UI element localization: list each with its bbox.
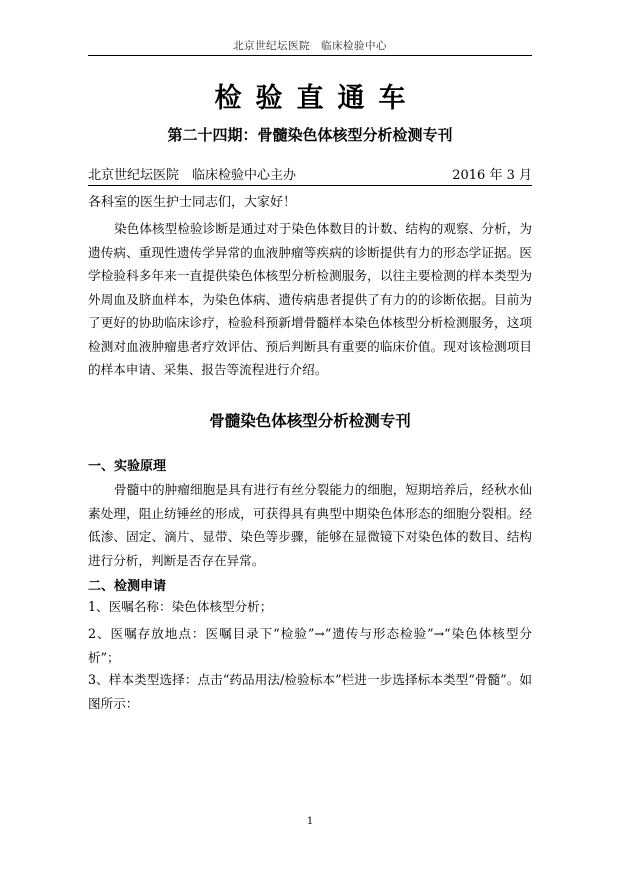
principle-heading: 一、实验原理 [88, 459, 167, 474]
issue-title: 第二十四期：骨髓染色体核型分析检测专刊 [167, 126, 453, 144]
request-heading: 二、检测申请 [88, 579, 167, 594]
page-number: 1 [306, 816, 314, 827]
request-item-order-name: 1、医嘱名称：染色体核型分析； [88, 599, 273, 614]
intro-paragraph: 染色体核型检验诊断是通过对于染色体数目的计数、结构的观察、分析，为遗传病、重现性遗传学异常的血液肿瘤等疾病的诊断提供有力的形态学证据。医学检验科多年来一直提供染色体核型分析检测服务，以往主要检测的样本类型为外周血及脐血样本，为染色体病、遗传病患者提供了有力的的诊断依据。目前为了更好的协助临床诊疗，检验科预新增骨髓样本染色体核型分析检测服务，这项检测对血液肿瘤患者疗效评估、预后判断具有重要的临床价值。现对该检测项目的样本申请、采集、报告等流程进行介绍。 [88, 221, 532, 377]
running-header: 北京世纪坛医院 临床检验中心 [233, 40, 387, 52]
request-item-order-location: 2、医嘱存放地点：医嘱目录下“检验”→“遗传与形态检验”→“染色体核型分析”； [88, 626, 532, 665]
organizer-text: 北京世纪坛医院 临床检验中心主办 [88, 168, 297, 183]
header-divider [88, 55, 532, 56]
greeting: 各科室的医生护士同志们，大家好！ [88, 195, 297, 210]
host-line [88, 164, 532, 183]
newsletter-title: 检验直通车 [214, 83, 420, 114]
section-title: 骨髓染色体核型分析检测专刊 [209, 411, 411, 430]
request-item-sample-type: 3、样本类型选择：点击“药品用法/检验标本”栏进一步选择标本类型“骨髓”。如图所示： [88, 672, 532, 711]
host-divider [88, 185, 532, 186]
principle-paragraph: 骨髓中的肿瘤细胞是具有进行有丝分裂能力的细胞，短期培养后，经秋水仙素处理，阻止纺锤丝的形成，可获得具有典型中期染色体形态的细胞分裂相。经低渗、固定、滴片、显带、染色等步骤，能够在显微镜下对染色体的数目、结构进行分析，判断是否存在异常。 [88, 482, 532, 568]
issue-date: 2016 年 3 月 [452, 168, 532, 183]
